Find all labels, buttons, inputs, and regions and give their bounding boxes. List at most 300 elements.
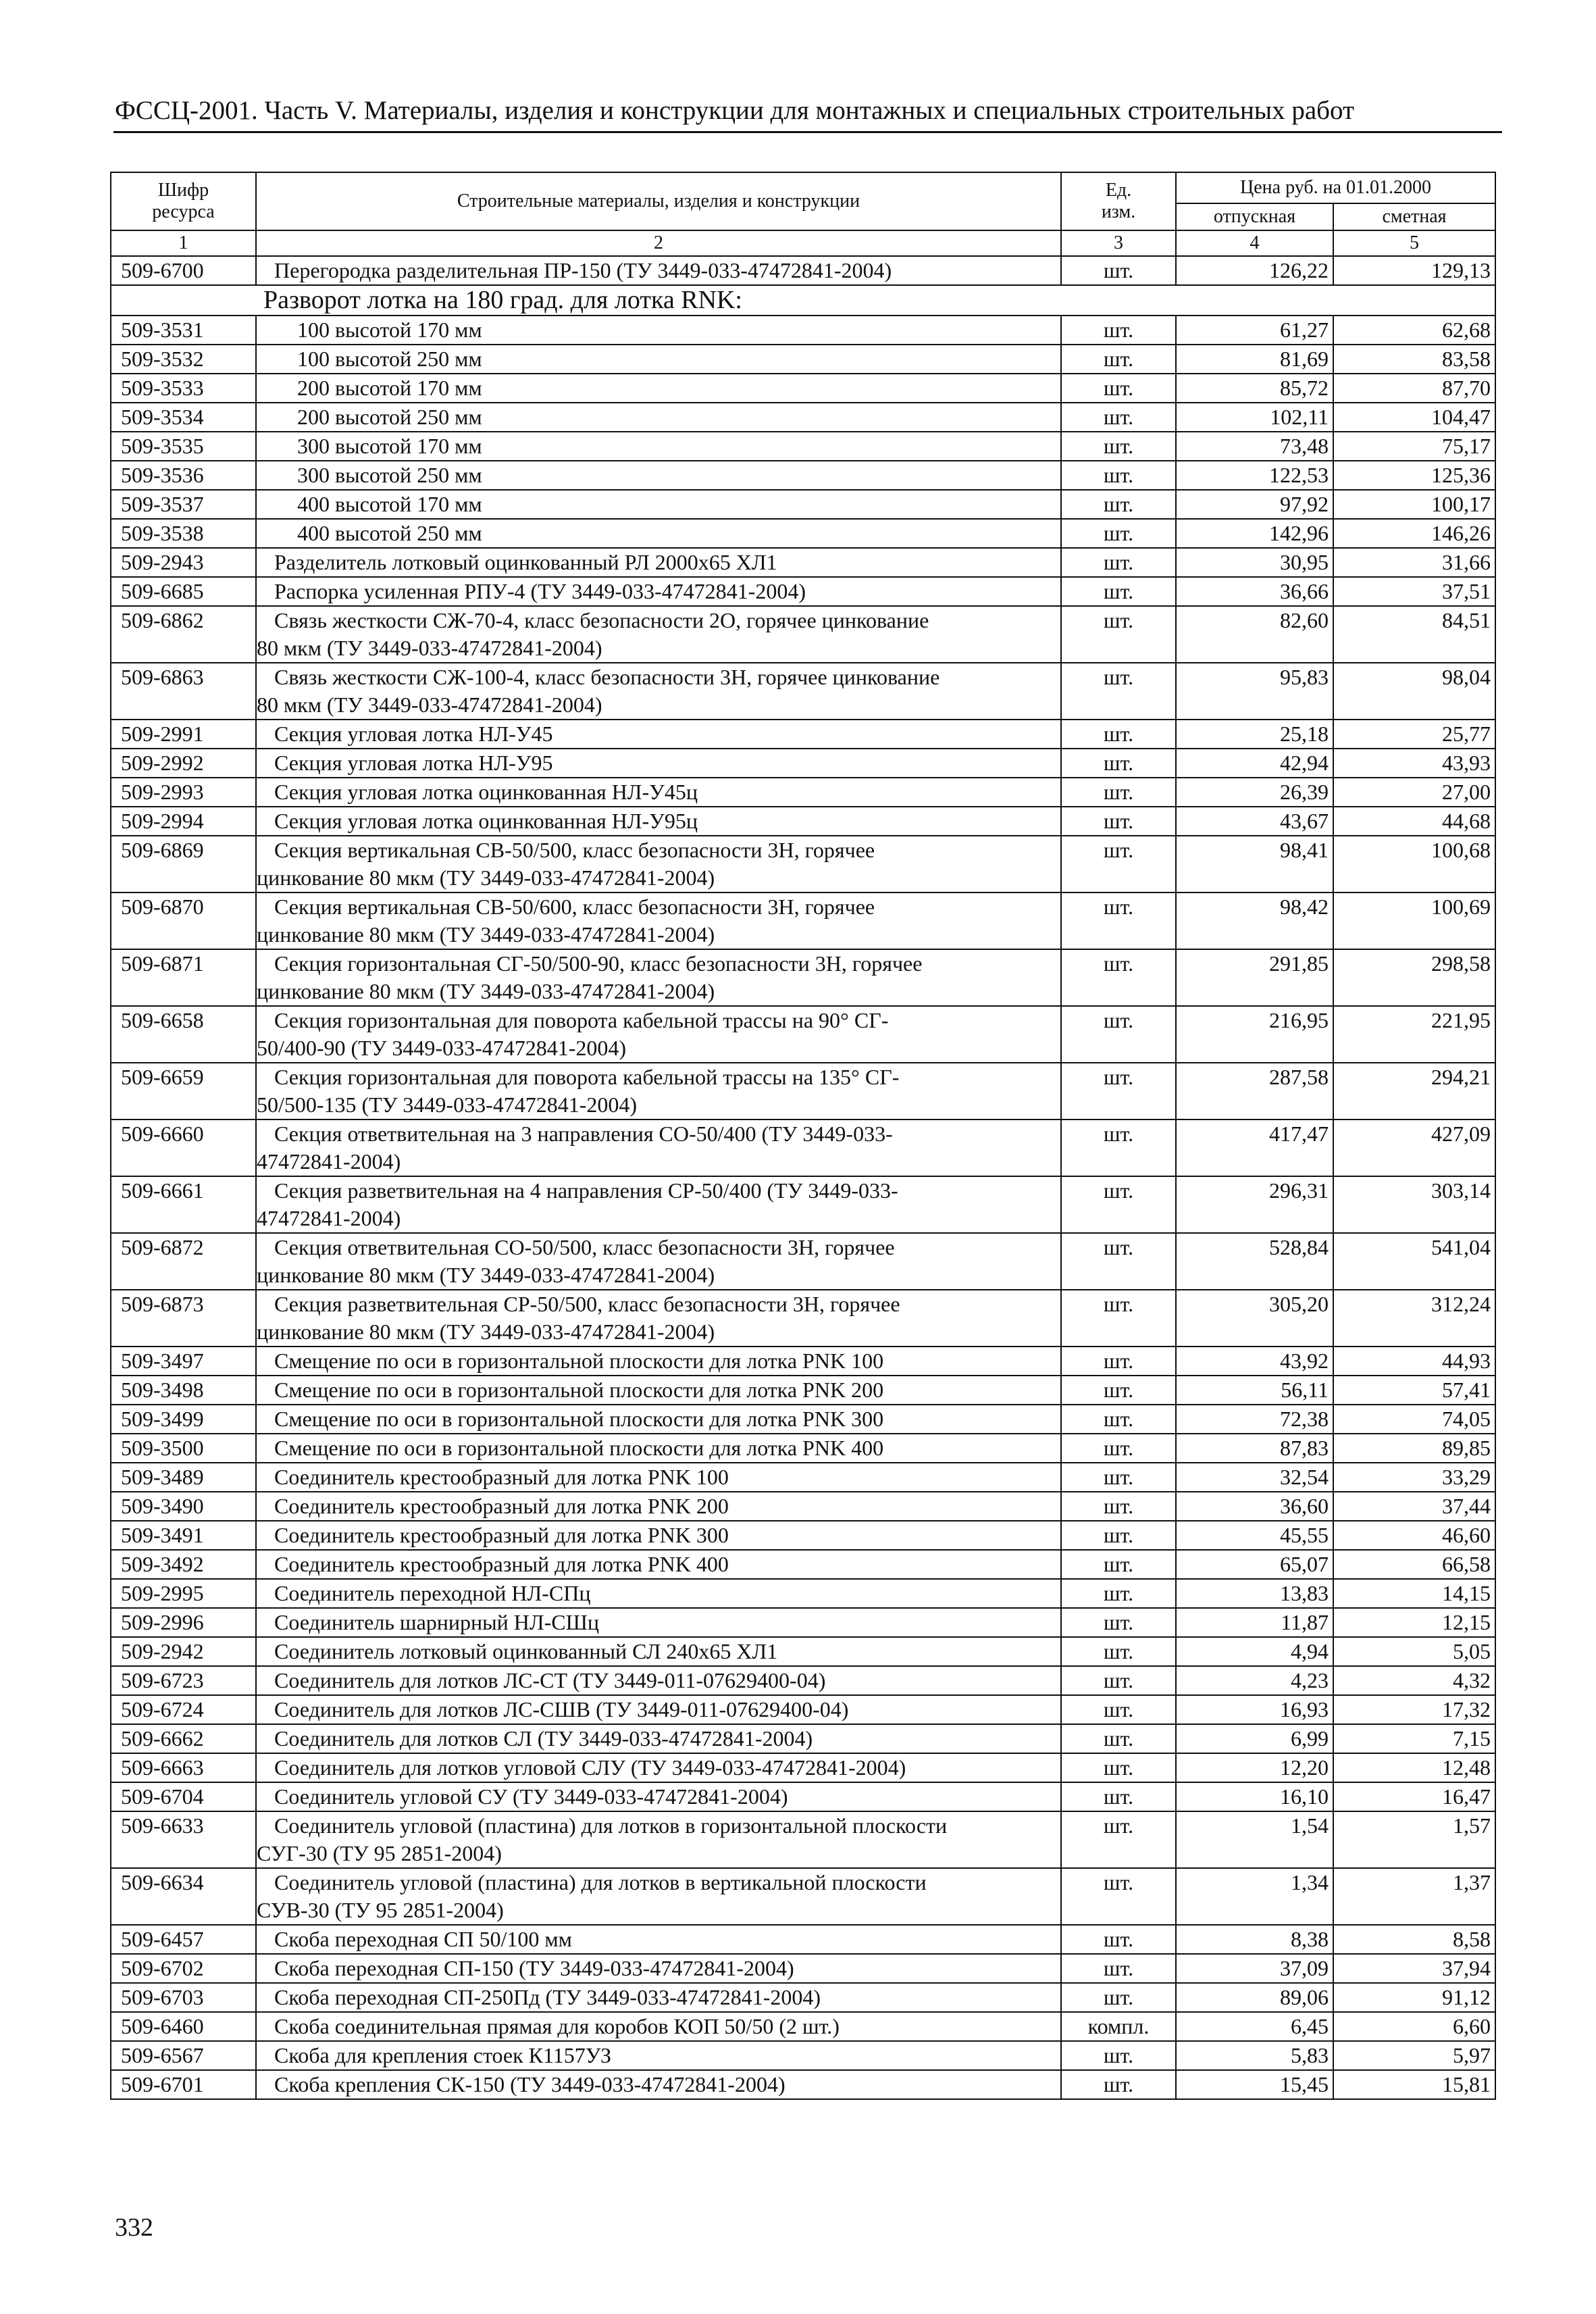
table-row	[111, 1492, 1495, 1521]
item-name-text: Соединитель крестообразный для лотка PNK 100	[274, 1465, 729, 1489]
item-name-text: 400 высотой 170 мм	[297, 492, 482, 516]
resource-code: 509-3489	[111, 1463, 256, 1492]
item-name-continuation: СУГ-30 (ТУ 95 2851-2004)	[257, 1841, 502, 1865]
price-release: 32,54	[1176, 1463, 1333, 1492]
price-estimate: 17,32	[1333, 1695, 1495, 1724]
price-estimate: 312,24	[1333, 1290, 1495, 1347]
table-row	[111, 836, 1495, 892]
item-name-text: Секция ответвительная СО-50/500, класс безопасности 3Н, горячее	[274, 1235, 895, 1259]
resource-code: 509-2942	[111, 1637, 256, 1666]
item-name	[256, 1463, 1061, 1492]
item-name	[256, 778, 1061, 807]
price-release: 126,22	[1176, 256, 1333, 285]
unit: шт.	[1061, 749, 1176, 778]
unit: шт.	[1061, 1954, 1176, 1983]
resource-code: 509-6872	[111, 1233, 256, 1290]
price-estimate: 221,95	[1333, 1006, 1495, 1063]
price-release: 16,10	[1176, 1782, 1333, 1811]
table-row	[111, 2041, 1495, 2070]
column-number: 3	[1061, 230, 1176, 256]
unit: шт.	[1061, 316, 1176, 345]
unit: шт.	[1061, 1120, 1176, 1176]
header-unit: Ед. изм.	[1061, 172, 1176, 230]
price-release: 528,84	[1176, 1233, 1333, 1290]
item-name-text: Соединитель шарнирный НЛ-СШц	[274, 1610, 599, 1634]
item-name-text: Секция разветвительная СР-50/500, класс безопасности 3Н, горячее	[274, 1292, 900, 1316]
item-name	[256, 1954, 1061, 1983]
item-name-text: Секция вертикальная СВ-50/500, класс безопасности 3Н, горячее	[274, 838, 875, 862]
item-name-text: Скоба переходная СП-250Пд (ТУ 3449-033-47472841-2004)	[274, 1985, 821, 2009]
table-row	[111, 316, 1495, 345]
item-name	[256, 2070, 1061, 2099]
price-release: 85,72	[1176, 374, 1333, 403]
price-release: 6,99	[1176, 1724, 1333, 1753]
price-estimate: 16,47	[1333, 1782, 1495, 1811]
unit: шт.	[1061, 345, 1176, 374]
unit: шт.	[1061, 1782, 1176, 1811]
price-estimate: 12,15	[1333, 1608, 1495, 1637]
item-name-text: Соединитель крестообразный для лотка PNK 200	[274, 1494, 729, 1518]
resource-code: 509-2995	[111, 1579, 256, 1608]
item-name-text: Секция угловая лотка НЛ-У95	[274, 751, 553, 775]
price-release: 216,95	[1176, 1006, 1333, 1063]
item-name-text: Секция горизонтальная для поворота кабельной трассы на 135° СГ-	[274, 1065, 900, 1089]
resource-code: 509-6460	[111, 2012, 256, 2041]
item-name-text: Скоба для крепления стоек К1157УЗ	[274, 2043, 612, 2067]
price-release: 16,93	[1176, 1695, 1333, 1724]
unit: шт.	[1061, 1695, 1176, 1724]
unit: шт.	[1061, 1463, 1176, 1492]
unit: шт.	[1061, 519, 1176, 548]
item-name	[256, 1521, 1061, 1550]
group-title: Разворот лотка на 180 град. для лотка RNK:	[111, 285, 1495, 316]
unit: шт.	[1061, 2070, 1176, 2099]
item-name	[256, 1608, 1061, 1637]
unit: шт.	[1061, 256, 1176, 285]
price-estimate: 44,93	[1333, 1347, 1495, 1376]
resource-code: 509-3533	[111, 374, 256, 403]
resource-code: 509-6703	[111, 1983, 256, 2012]
table-row	[111, 1637, 1495, 1666]
item-name	[256, 1782, 1061, 1811]
resource-code: 509-2993	[111, 778, 256, 807]
price-release: 36,60	[1176, 1492, 1333, 1521]
price-table-container	[110, 172, 1495, 2100]
column-number: 4	[1176, 230, 1333, 256]
price-release: 56,11	[1176, 1376, 1333, 1405]
item-name	[256, 345, 1061, 374]
header-price-release: отпускная	[1176, 203, 1333, 230]
unit: шт.	[1061, 374, 1176, 403]
table-row	[111, 1290, 1495, 1347]
price-release: 37,09	[1176, 1954, 1333, 1983]
price-estimate: 7,15	[1333, 1724, 1495, 1753]
price-estimate: 89,85	[1333, 1434, 1495, 1463]
item-name	[256, 1579, 1061, 1608]
table-row	[111, 1233, 1495, 1290]
unit: шт.	[1061, 432, 1176, 461]
item-name-text: Соединитель крестообразный для лотка PNK 300	[274, 1523, 729, 1547]
item-name	[256, 836, 1061, 892]
item-name-text: 200 высотой 250 мм	[297, 405, 482, 429]
resource-code: 509-6457	[111, 1925, 256, 1954]
price-release: 43,67	[1176, 807, 1333, 836]
table-row	[111, 1376, 1495, 1405]
group-header-row	[111, 285, 1495, 316]
table-row	[111, 720, 1495, 749]
price-estimate: 75,17	[1333, 432, 1495, 461]
item-name	[256, 374, 1061, 403]
item-name-text: Соединитель для лотков угловой СЛУ (ТУ 3449-033-47472841-2004)	[274, 1755, 906, 1780]
table-header	[111, 172, 1495, 256]
unit: шт.	[1061, 1405, 1176, 1434]
column-number: 5	[1333, 230, 1495, 256]
resource-code: 509-3531	[111, 316, 256, 345]
price-release: 61,27	[1176, 316, 1333, 345]
item-name-text: 100 высотой 250 мм	[297, 347, 482, 371]
item-name	[256, 1637, 1061, 1666]
item-name-continuation: цинкование 80 мкм (ТУ 3449-033-47472841-2004)	[257, 865, 715, 890]
item-name-text: Соединитель для лотков СЛ (ТУ 3449-033-47472841-2004)	[274, 1726, 813, 1751]
item-name	[256, 1983, 1061, 2012]
item-name	[256, 1492, 1061, 1521]
unit: шт.	[1061, 577, 1176, 606]
resource-code: 509-6659	[111, 1063, 256, 1120]
column-number: 2	[256, 230, 1061, 256]
price-estimate: 5,97	[1333, 2041, 1495, 2070]
price-estimate: 25,77	[1333, 720, 1495, 749]
resource-code: 509-3535	[111, 432, 256, 461]
price-release: 5,83	[1176, 2041, 1333, 2070]
resource-code: 509-6873	[111, 1290, 256, 1347]
unit: шт.	[1061, 1434, 1176, 1463]
item-name-continuation: 47472841-2004)	[257, 1149, 401, 1174]
table-row	[111, 1120, 1495, 1176]
unit: шт.	[1061, 461, 1176, 490]
resource-code: 509-3538	[111, 519, 256, 548]
unit: шт.	[1061, 1666, 1176, 1695]
item-name	[256, 1290, 1061, 1347]
unit: шт.	[1061, 1492, 1176, 1521]
resource-code: 509-6702	[111, 1954, 256, 1983]
price-estimate: 303,14	[1333, 1176, 1495, 1233]
resource-code: 509-6862	[111, 606, 256, 663]
resource-code: 509-3498	[111, 1376, 256, 1405]
price-release: 4,94	[1176, 1637, 1333, 1666]
unit: шт.	[1061, 778, 1176, 807]
item-name-text: Скоба крепления СК-150 (ТУ 3449-033-47472841-2004)	[274, 2072, 786, 2096]
item-name-text: Скоба переходная СП-150 (ТУ 3449-033-47472841-2004)	[274, 1956, 794, 1980]
table-row	[111, 1006, 1495, 1063]
price-release: 89,06	[1176, 1983, 1333, 2012]
item-name-continuation: 50/400-90 (ТУ 3449-033-47472841-2004)	[257, 1036, 627, 1060]
item-name-text: Перегородка разделительная ПР-150 (ТУ 3449-033-47472841-2004)	[274, 258, 892, 282]
item-name	[256, 1376, 1061, 1405]
header-name: Строительные материалы, изделия и конструкции	[256, 172, 1061, 230]
unit: шт.	[1061, 1811, 1176, 1868]
price-estimate: 31,66	[1333, 548, 1495, 577]
unit: шт.	[1061, 1521, 1176, 1550]
unit: шт.	[1061, 403, 1176, 432]
price-release: 13,83	[1176, 1579, 1333, 1608]
price-estimate: 84,51	[1333, 606, 1495, 663]
price-release: 142,96	[1176, 519, 1333, 548]
item-name-continuation: 47472841-2004)	[257, 1206, 401, 1230]
item-name	[256, 1811, 1061, 1868]
unit: шт.	[1061, 949, 1176, 1006]
price-release: 36,66	[1176, 577, 1333, 606]
price-release: 25,18	[1176, 720, 1333, 749]
item-name	[256, 949, 1061, 1006]
table-row	[111, 345, 1495, 374]
resource-code: 509-6685	[111, 577, 256, 606]
table-row	[111, 1176, 1495, 1233]
unit: компл.	[1061, 2012, 1176, 2041]
resource-code: 509-2943	[111, 548, 256, 577]
price-release: 6,45	[1176, 2012, 1333, 2041]
resource-code: 509-6871	[111, 949, 256, 1006]
item-name	[256, 1434, 1061, 1463]
table-row	[111, 577, 1495, 606]
item-name	[256, 1724, 1061, 1753]
item-name-text: Распорка усиленная РПУ-4 (ТУ 3449-033-47472841-2004)	[274, 579, 806, 603]
table-row	[111, 1521, 1495, 1550]
price-estimate: 37,44	[1333, 1492, 1495, 1521]
price-estimate: 62,68	[1333, 316, 1495, 345]
item-name-continuation: 80 мкм (ТУ 3449-033-47472841-2004)	[257, 636, 602, 660]
price-release: 1,34	[1176, 1868, 1333, 1925]
resource-code: 509-6863	[111, 663, 256, 720]
price-release: 43,92	[1176, 1347, 1333, 1376]
table-row	[111, 1608, 1495, 1637]
price-release: 73,48	[1176, 432, 1333, 461]
resource-code: 509-3490	[111, 1492, 256, 1521]
table-row	[111, 663, 1495, 720]
item-name-text: 300 высотой 250 мм	[297, 463, 482, 487]
table-row	[111, 403, 1495, 432]
table-body	[111, 256, 1495, 2099]
item-name-text: Соединитель для лотков ЛС-СТ (ТУ 3449-011-07629400-04)	[274, 1668, 826, 1692]
price-estimate: 298,58	[1333, 949, 1495, 1006]
unit: шт.	[1061, 2041, 1176, 2070]
price-estimate: 12,48	[1333, 1753, 1495, 1782]
unit: шт.	[1061, 807, 1176, 836]
item-name	[256, 519, 1061, 548]
price-estimate: 427,09	[1333, 1120, 1495, 1176]
unit: шт.	[1061, 663, 1176, 720]
resource-code: 509-3500	[111, 1434, 256, 1463]
item-name	[256, 1176, 1061, 1233]
table-row	[111, 1868, 1495, 1925]
item-name	[256, 432, 1061, 461]
table-row	[111, 1954, 1495, 1983]
item-name	[256, 1666, 1061, 1695]
price-estimate: 146,26	[1333, 519, 1495, 548]
unit: шт.	[1061, 1176, 1176, 1233]
table-row	[111, 807, 1495, 836]
item-name-text: 200 высотой 170 мм	[297, 376, 482, 400]
item-name-continuation: 80 мкм (ТУ 3449-033-47472841-2004)	[257, 693, 602, 717]
resource-code: 509-6704	[111, 1782, 256, 1811]
unit: шт.	[1061, 606, 1176, 663]
resource-code: 509-6634	[111, 1868, 256, 1925]
item-name-text: Смещение по оси в горизонтальной плоскости для лотка PNK 100	[274, 1349, 884, 1373]
header-rule	[113, 131, 1502, 133]
unit: шт.	[1061, 836, 1176, 892]
price-estimate: 14,15	[1333, 1579, 1495, 1608]
item-name-text: Секция разветвительная на 4 направления СР-50/400 (ТУ 3449-033-	[274, 1178, 898, 1203]
table-row	[111, 1579, 1495, 1608]
item-name-text: Секция вертикальная СВ-50/600, класс безопасности 3Н, горячее	[274, 895, 875, 919]
resource-code: 509-2991	[111, 720, 256, 749]
unit: шт.	[1061, 1063, 1176, 1120]
table-row	[111, 1063, 1495, 1120]
price-estimate: 37,94	[1333, 1954, 1495, 1983]
item-name-text: Соединитель угловой (пластина) для лотков в горизонтальной плоскости	[274, 1813, 948, 1838]
price-release: 12,20	[1176, 1753, 1333, 1782]
unit: шт.	[1061, 1550, 1176, 1579]
item-name-text: Секция угловая лотка НЛ-У45	[274, 722, 553, 746]
unit: шт.	[1061, 1290, 1176, 1347]
table-row	[111, 1695, 1495, 1724]
resource-code: 509-6663	[111, 1753, 256, 1782]
table-row	[111, 1753, 1495, 1782]
resource-code: 509-2992	[111, 749, 256, 778]
item-name-text: Секция ответвительная на 3 направления СО-50/400 (ТУ 3449-033-	[274, 1122, 893, 1146]
unit: шт.	[1061, 490, 1176, 519]
price-estimate: 104,47	[1333, 403, 1495, 432]
table-row	[111, 1463, 1495, 1492]
resource-code: 509-2994	[111, 807, 256, 836]
table-row	[111, 606, 1495, 663]
price-release: 82,60	[1176, 606, 1333, 663]
table-row	[111, 1925, 1495, 1954]
resource-code: 509-3532	[111, 345, 256, 374]
price-estimate: 91,12	[1333, 1983, 1495, 2012]
resource-code: 509-3536	[111, 461, 256, 490]
table-row	[111, 1550, 1495, 1579]
item-name	[256, 1695, 1061, 1724]
price-estimate: 100,69	[1333, 892, 1495, 949]
item-name-text: Скоба переходная СП 50/100 мм	[274, 1927, 572, 1951]
item-name	[256, 490, 1061, 519]
price-estimate: 541,04	[1333, 1233, 1495, 1290]
item-name-continuation: СУВ-30 (ТУ 95 2851-2004)	[257, 1898, 504, 1922]
price-release: 291,85	[1176, 949, 1333, 1006]
resource-code: 509-2996	[111, 1608, 256, 1637]
header-price-estimate: сметная	[1333, 203, 1495, 230]
item-name-text: Соединитель угловой СУ (ТУ 3449-033-47472841-2004)	[274, 1784, 788, 1809]
item-name-text: Связь жесткости СЖ-100-4, класс безопасности 3Н, горячее цинкование	[274, 665, 940, 689]
price-estimate: 57,41	[1333, 1376, 1495, 1405]
price-release: 81,69	[1176, 345, 1333, 374]
item-name-continuation: 50/500-135 (ТУ 3449-033-47472841-2004)	[257, 1092, 638, 1117]
item-name	[256, 1753, 1061, 1782]
unit: шт.	[1061, 1233, 1176, 1290]
resource-code: 509-6869	[111, 836, 256, 892]
header-price: Цена руб. на 01.01.2000	[1176, 172, 1495, 203]
item-name	[256, 807, 1061, 836]
price-estimate: 87,70	[1333, 374, 1495, 403]
price-table	[110, 172, 1496, 2100]
table-row	[111, 1434, 1495, 1463]
table-row	[111, 1724, 1495, 1753]
resource-code: 509-6661	[111, 1176, 256, 1233]
price-estimate: 83,58	[1333, 345, 1495, 374]
price-release: 15,45	[1176, 2070, 1333, 2099]
table-row	[111, 374, 1495, 403]
resource-code: 509-6567	[111, 2041, 256, 2070]
resource-code: 509-3499	[111, 1405, 256, 1434]
item-name	[256, 256, 1061, 285]
table-row	[111, 1811, 1495, 1868]
item-name-text: Секция угловая лотка оцинкованная НЛ-У45ц	[274, 780, 698, 804]
item-name-text: Секция горизонтальная для поворота кабельной трассы на 90° СГ-	[274, 1008, 889, 1032]
price-release: 417,47	[1176, 1120, 1333, 1176]
price-release: 102,11	[1176, 403, 1333, 432]
price-release: 305,20	[1176, 1290, 1333, 1347]
price-release: 72,38	[1176, 1405, 1333, 1434]
resource-code: 509-3492	[111, 1550, 256, 1579]
item-name-text: Скоба соединительная прямая для коробов КОП 50/50 (2 шт.)	[274, 2014, 840, 2038]
table-row	[111, 432, 1495, 461]
table-row	[111, 490, 1495, 519]
price-release: 95,83	[1176, 663, 1333, 720]
price-estimate: 8,58	[1333, 1925, 1495, 1954]
unit: шт.	[1061, 1637, 1176, 1666]
unit: шт.	[1061, 720, 1176, 749]
item-name	[256, 749, 1061, 778]
table-row	[111, 778, 1495, 807]
price-estimate: 98,04	[1333, 663, 1495, 720]
price-estimate: 125,36	[1333, 461, 1495, 490]
price-estimate: 27,00	[1333, 778, 1495, 807]
item-name-text: Соединитель крестообразный для лотка PNK 400	[274, 1552, 729, 1576]
price-estimate: 43,93	[1333, 749, 1495, 778]
resource-code: 509-6658	[111, 1006, 256, 1063]
price-estimate: 74,05	[1333, 1405, 1495, 1434]
item-name	[256, 1868, 1061, 1925]
item-name	[256, 577, 1061, 606]
item-name-text: Смещение по оси в горизонтальной плоскости для лотка PNK 300	[274, 1407, 884, 1431]
price-estimate: 44,68	[1333, 807, 1495, 836]
unit: шт.	[1061, 1724, 1176, 1753]
table-row	[111, 949, 1495, 1006]
price-release: 42,94	[1176, 749, 1333, 778]
unit: шт.	[1061, 1983, 1176, 2012]
item-name	[256, 403, 1061, 432]
price-release: 45,55	[1176, 1521, 1333, 1550]
price-release: 11,87	[1176, 1608, 1333, 1637]
price-release: 26,39	[1176, 778, 1333, 807]
price-estimate: 66,58	[1333, 1550, 1495, 1579]
price-release: 30,95	[1176, 548, 1333, 577]
item-name	[256, 663, 1061, 720]
price-estimate: 1,57	[1333, 1811, 1495, 1868]
price-release: 122,53	[1176, 461, 1333, 490]
price-estimate: 37,51	[1333, 577, 1495, 606]
item-name-text: Секция угловая лотка оцинкованная НЛ-У95ц	[274, 809, 698, 833]
item-name-text: Соединитель угловой (пластина) для лотков в вертикальной плоскости	[274, 1870, 927, 1894]
item-name	[256, 316, 1061, 345]
resource-code: 509-6701	[111, 2070, 256, 2099]
unit: шт.	[1061, 1868, 1176, 1925]
unit: шт.	[1061, 892, 1176, 949]
price-estimate: 1,37	[1333, 1868, 1495, 1925]
table-row	[111, 749, 1495, 778]
item-name-continuation: цинкование 80 мкм (ТУ 3449-033-47472841-2004)	[257, 1319, 715, 1344]
page-number: 332	[115, 2213, 153, 2242]
